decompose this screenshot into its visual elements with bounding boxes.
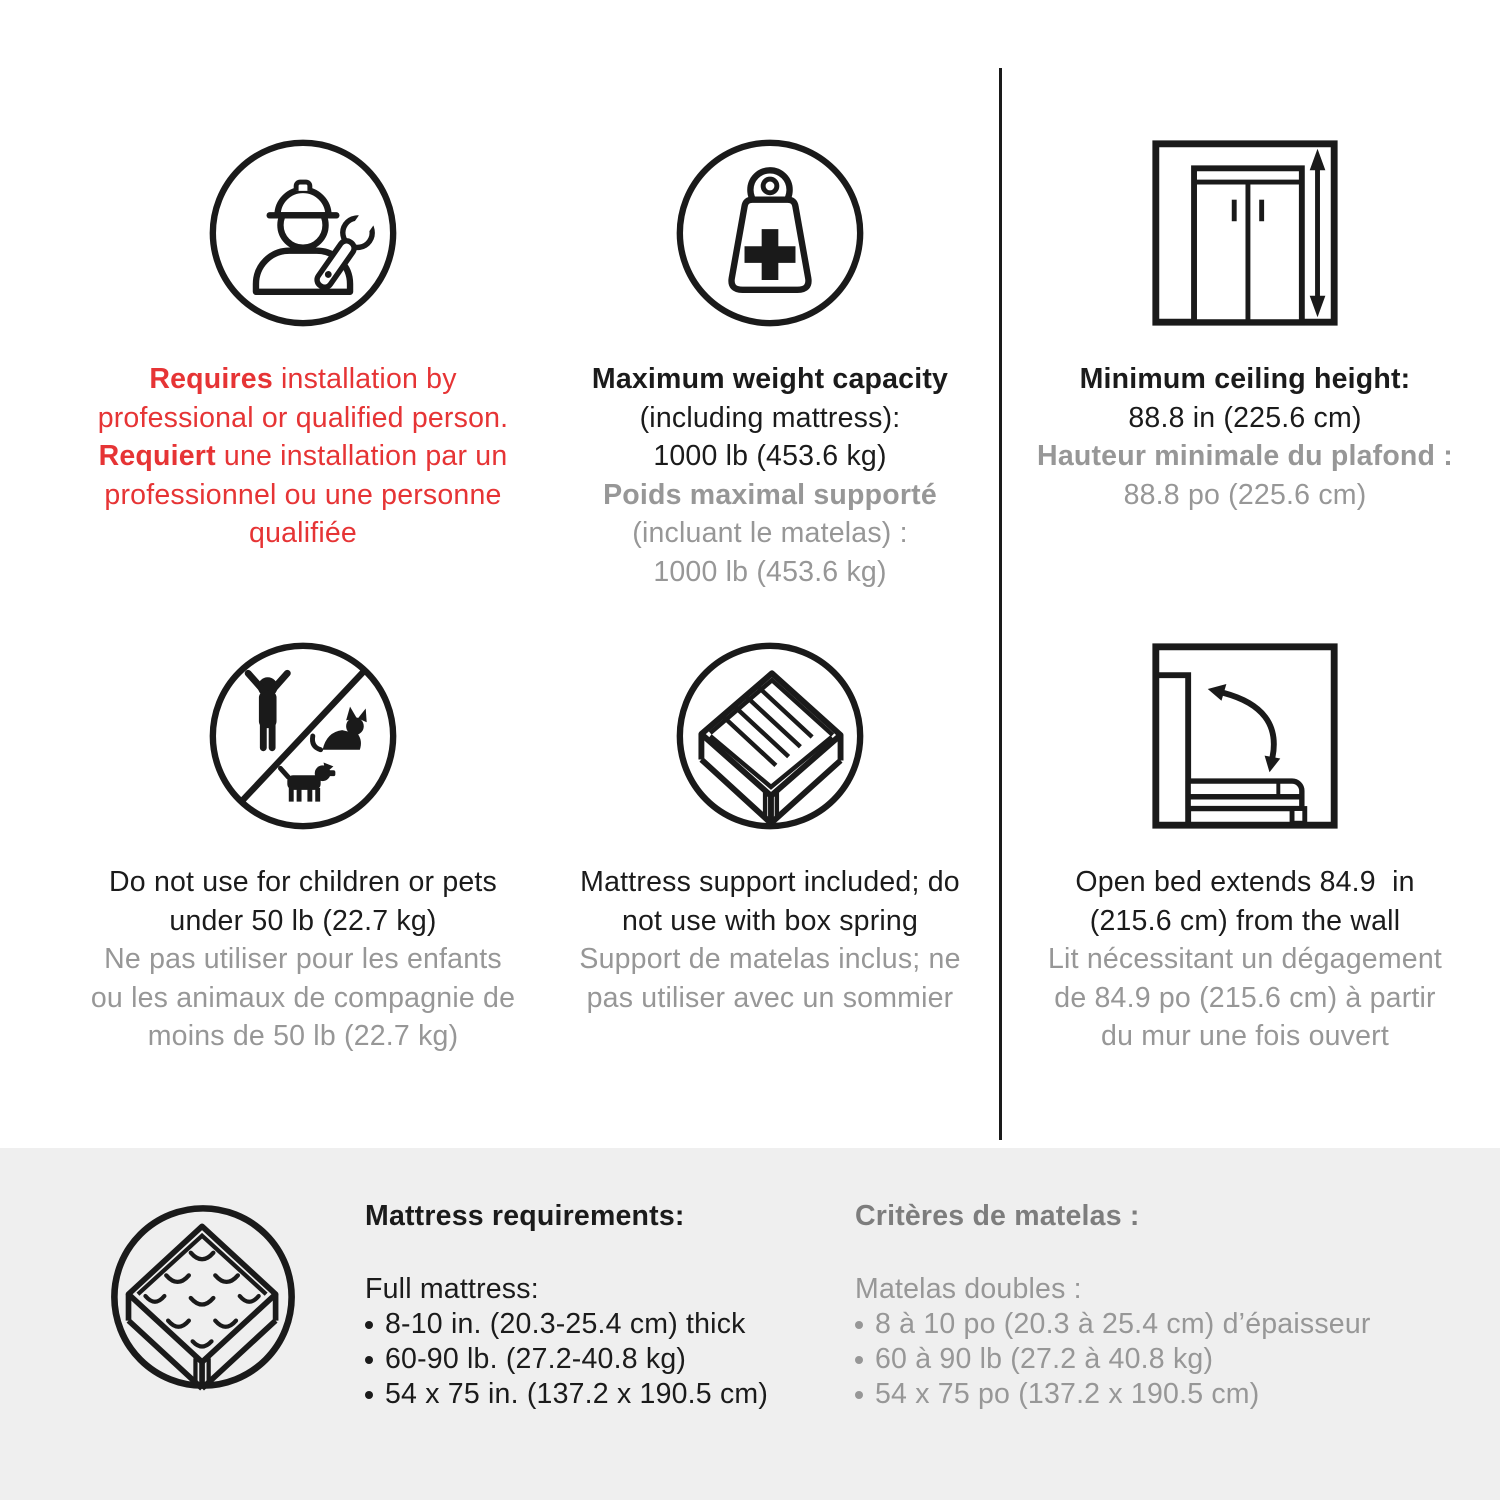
support-en-line1: Mattress support included; do	[580, 866, 960, 898]
mattress-req-title-fr: Critères de matelas :	[855, 1200, 1140, 1232]
support-text	[535, 863, 1005, 1017]
open-bed-icon	[1147, 638, 1343, 834]
children-fr-line2: ou les animaux de compagnie de	[90, 981, 516, 1014]
weight-icon-wrap	[535, 135, 1005, 360]
children-en-line2: under 50 lb (22.7 kg)	[169, 904, 437, 937]
openbed-fr-line1: Lit nécessitant un dégagement	[1048, 943, 1442, 975]
mattress-requirements-fr	[855, 1196, 1475, 1412]
ceiling-fr-title: Hauteur minimale du plafond :	[1037, 440, 1453, 472]
children-fr-line3: moins de 50 lb (22.7 kg)	[147, 1020, 459, 1052]
ceiling-text	[1008, 360, 1482, 514]
mattress-requirements-band	[0, 1148, 1500, 1500]
children-section	[43, 638, 563, 1056]
mattress-icon	[104, 1198, 302, 1396]
support-fr-line1: Support de matelas inclus; ne	[579, 943, 961, 975]
mattress-req-item-fr-size: 54 x 75 po (137.2 x 190.5 cm)	[855, 1377, 1475, 1412]
mattress-support-icon	[672, 638, 868, 834]
ceiling-section	[1008, 135, 1482, 514]
weight-fr-line2: (incluant le matelas) :	[632, 517, 908, 549]
no-children-pets-icon	[205, 638, 401, 834]
openbed-en-line1: Open bed extends 84.9 in	[1075, 866, 1415, 898]
mattress-req-item-fr-weight: 60 à 90 lb (27.2 à 40.8 kg)	[855, 1342, 1475, 1377]
ceiling-icon-wrap	[1008, 135, 1482, 360]
weight-fr-value: 1000 lb (453.6 kg)	[653, 555, 887, 588]
install-fr-line2: professionnel ou une personne	[104, 478, 502, 511]
mattress-req-subtitle-en: Full mattress:	[365, 1273, 539, 1305]
children-text	[43, 863, 563, 1056]
mattress-req-item-en-weight: 60-90 lb. (27.2-40.8 kg)	[365, 1342, 815, 1377]
mattress-req-title-en: Mattress requirements:	[365, 1200, 685, 1232]
weight-en-value: 1000 lb (453.6 kg)	[653, 440, 887, 472]
support-section	[535, 638, 1005, 1017]
install-text	[43, 360, 563, 553]
install-fr-line1: Requiert une installation par un	[98, 440, 508, 472]
install-en-line2: professional or qualified person.	[97, 401, 509, 434]
ceiling-en-title: Minimum ceiling height:	[1079, 363, 1411, 395]
support-fr-line2: pas utiliser avec un sommier	[586, 981, 954, 1014]
weight-en-title: Maximum weight capacity	[591, 363, 949, 395]
installer-icon	[205, 135, 401, 331]
mattress-req-subtitle-fr: Matelas doubles :	[855, 1273, 1082, 1305]
mattress-icon-wrap	[104, 1198, 302, 1396]
support-icon-wrap	[535, 638, 1005, 863]
ceiling-height-icon	[1147, 135, 1343, 331]
install-en-line1: Requires installation by	[149, 363, 457, 395]
openbed-icon-wrap	[1008, 638, 1482, 863]
openbed-text	[1008, 863, 1482, 1056]
weight-fr-title: Poids maximal supporté	[603, 478, 937, 511]
install-fr-line3: qualifiée	[249, 517, 357, 549]
ceiling-en-value: 88.8 in (225.6 cm)	[1128, 401, 1362, 434]
install-section	[43, 135, 563, 553]
openbed-en-line2: (215.6 cm) from the wall	[1089, 904, 1401, 937]
weight-en-line2: (including mattress):	[639, 401, 901, 434]
mattress-req-item-en-thickness: 8-10 in. (20.3-25.4 cm) thick	[365, 1307, 815, 1342]
openbed-fr-line2: de 84.9 po (215.6 cm) à partir	[1054, 981, 1436, 1014]
install-icon-wrap	[43, 135, 563, 360]
mattress-req-item-en-size: 54 x 75 in. (137.2 x 190.5 cm)	[365, 1377, 815, 1412]
children-fr-line1: Ne pas utiliser pour les enfants	[104, 943, 502, 975]
weight-text	[535, 360, 1005, 591]
children-en-line1: Do not use for children or pets	[109, 866, 497, 898]
openbed-section	[1008, 638, 1482, 1056]
weight-capacity-icon	[672, 135, 868, 331]
ceiling-fr-value: 88.8 po (225.6 cm)	[1123, 478, 1367, 511]
weight-section	[535, 135, 1005, 591]
mattress-req-item-fr-thickness: 8 à 10 po (20.3 à 25.4 cm) d’épaisseur	[855, 1307, 1475, 1342]
children-icon-wrap	[43, 638, 563, 863]
openbed-fr-line3: du mur une fois ouvert	[1101, 1020, 1389, 1052]
mattress-requirements-en	[365, 1196, 815, 1412]
support-en-line2: not use with box spring	[621, 904, 919, 937]
